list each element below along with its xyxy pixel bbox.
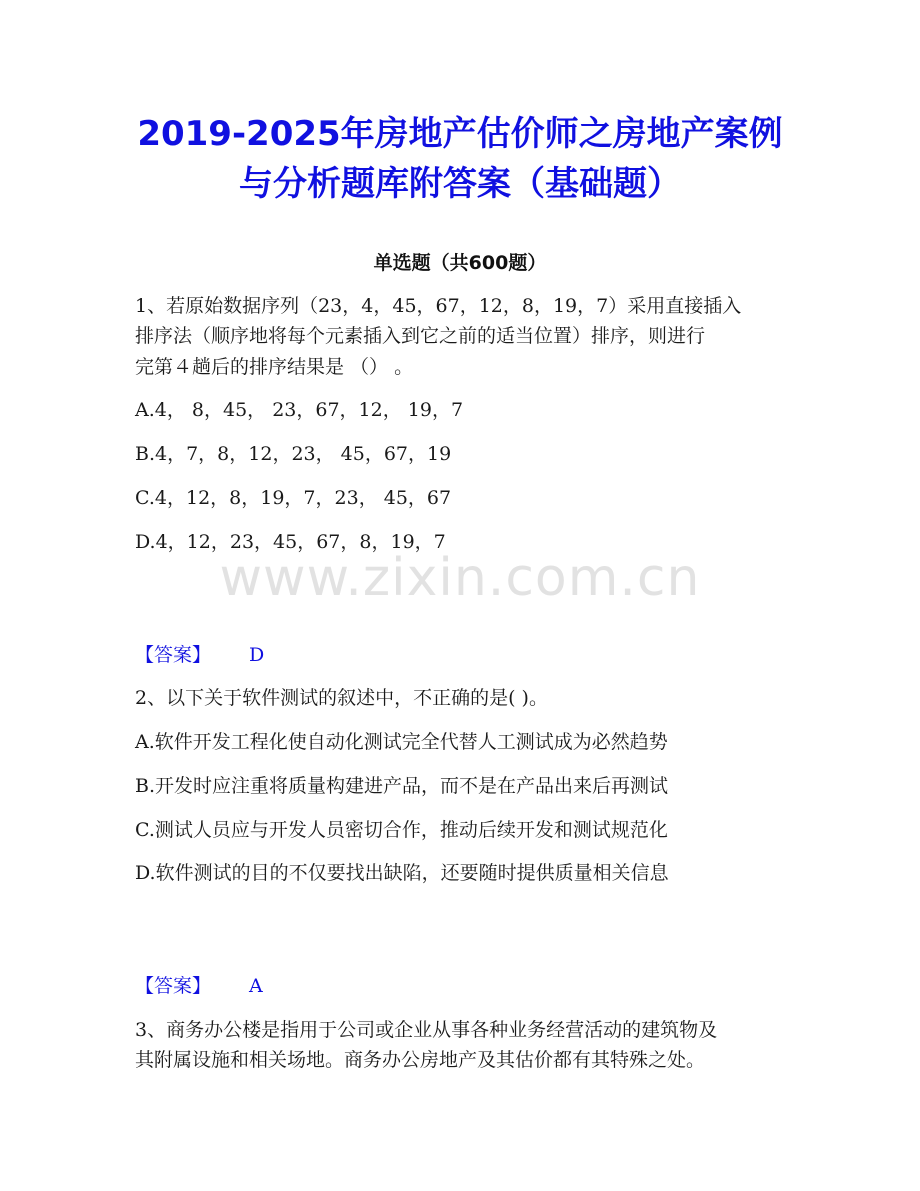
q1-stem-line-2: 排序法（顺序地将每个元素插入到它之前的适当位置）排序，则进行 — [135, 325, 706, 347]
q1-option-c: C.4，12，8，19，7，23， 45，67 — [135, 487, 452, 509]
q1-stem-line-1: 1、若原始数据序列（23，4，45，67，12，8，19，7）采用直接插入 — [135, 295, 742, 317]
q2-answer — [135, 971, 263, 1001]
q2-option-a: A.软件开发工程化使自动化测试完全代替人工测试成为必然趋势 — [135, 731, 668, 753]
q2-option-d: D.软件测试的目的不仅要找出缺陷，还要随时提供质量相关信息 — [135, 862, 669, 884]
document-title-line-2: 与分析题库附答案（基础题） — [239, 164, 681, 204]
q1-option-b: B.4，7，8，12，23， 45，67，19 — [135, 443, 452, 465]
q1-stem-line-3: 完第４趟后的排序结果是 （） 。 — [135, 356, 414, 378]
q2-option-c: C.测试人员应与开发人员密切合作，推动后续开发和测试规范化 — [135, 819, 668, 841]
answer-value: D — [249, 644, 265, 666]
answer-label: 【答案】 — [135, 644, 212, 666]
q3-stem-line-1: 3、商务办公楼是指用于公司或企业从事各种业务经营活动的建筑物及 — [135, 1019, 718, 1041]
watermark: www.zixin.com.cn — [219, 548, 701, 608]
document-title-line-1: 2019-2025年房地产估价师之房地产案例 — [137, 114, 783, 154]
q1-option-a: A.4， 8，45， 23，67，12， 19，7 — [135, 399, 464, 421]
q2-option-b: B.开发时应注重将质量构建进产品，而不是在产品出来后再测试 — [135, 775, 669, 797]
section-header: 单选题（共600题） — [373, 252, 547, 274]
answer-value: A — [249, 975, 263, 997]
answer-label: 【答案】 — [135, 975, 212, 997]
q1-option-d: D.4，12，23，45，67，8，19，7 — [135, 531, 446, 553]
q3-stem-line-2: 其附属设施和相关场地。商务办公房地产及其估价都有其特殊之处。 — [135, 1049, 706, 1071]
q1-answer — [135, 640, 264, 670]
q2-stem: 2、以下关于软件测试的叙述中，不正确的是( )。 — [135, 687, 548, 709]
